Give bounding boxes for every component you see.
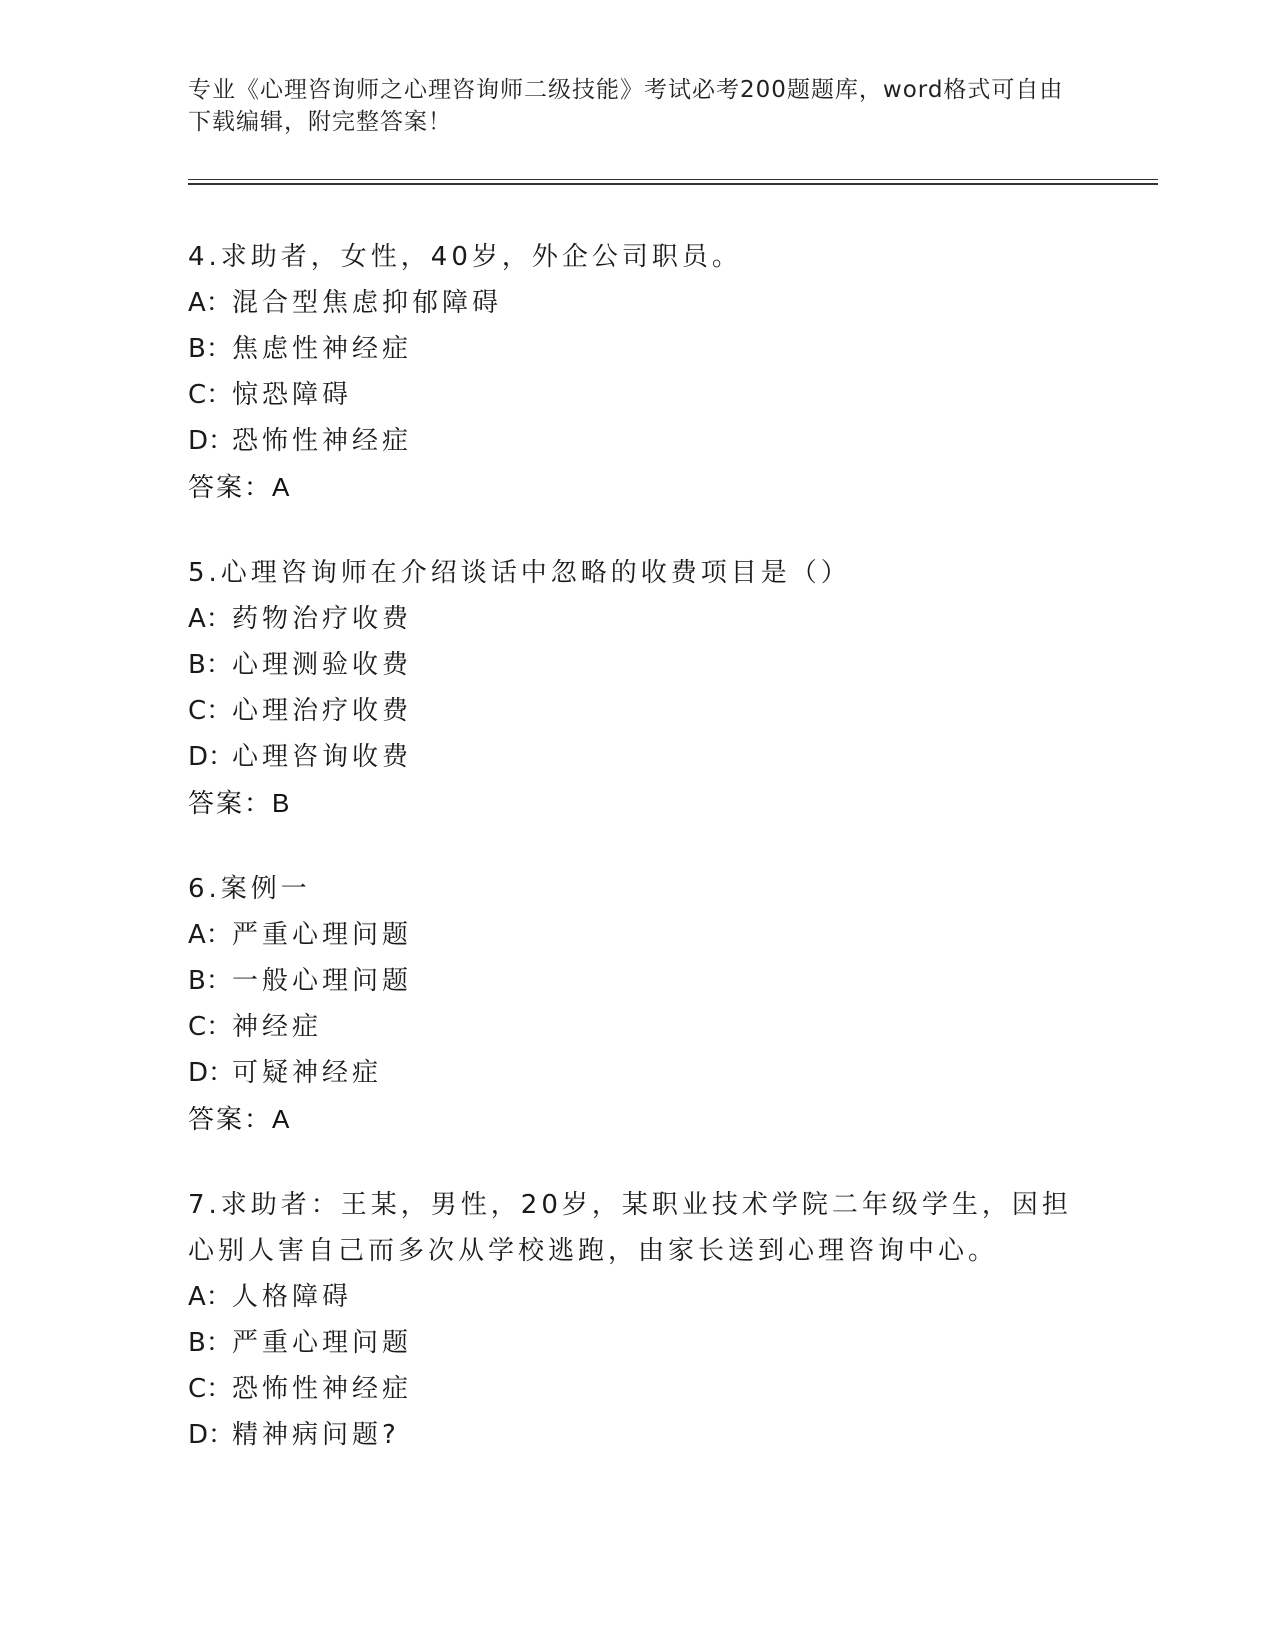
option-c bbox=[188, 372, 1088, 418]
option-b bbox=[188, 958, 1088, 1004]
question-item bbox=[188, 866, 1088, 1142]
header-divider-thin bbox=[188, 179, 1158, 180]
option-text: 精神病问题? bbox=[232, 1420, 400, 1450]
option-text: 混合型焦虑抑郁障碍 bbox=[232, 288, 503, 318]
header-divider-thick bbox=[188, 183, 1158, 185]
option-text: 惊恐障碍 bbox=[232, 380, 353, 410]
option-letter: C： bbox=[188, 696, 233, 726]
option-letter: D： bbox=[188, 1420, 235, 1450]
option-letter: B： bbox=[188, 650, 232, 680]
option-text: 心理治疗收费 bbox=[232, 696, 413, 726]
option-d bbox=[188, 418, 1088, 464]
answer-line: 答案：B bbox=[188, 788, 292, 818]
question-stem: 4.求助者，女性，40岁，外企公司职员。 bbox=[188, 242, 742, 272]
option-letter: A： bbox=[188, 288, 232, 318]
option-text: 人格障碍 bbox=[232, 1282, 353, 1312]
question-stem: 7.求助者：王某，男性，20岁，某职业技术学院二年级学生，因担心别人害自己而多次从学校逃跑，由家长送到心理咨询中心。 bbox=[188, 1190, 1072, 1266]
option-text: 恐怖性神经症 bbox=[232, 1374, 413, 1404]
question-stem: 5.心理咨询师在介绍谈话中忽略的收费项目是（） bbox=[188, 558, 851, 588]
option-b bbox=[188, 326, 1088, 372]
option-letter: A： bbox=[188, 1282, 232, 1312]
option-letter: B： bbox=[188, 1328, 232, 1358]
option-c bbox=[188, 1004, 1088, 1050]
option-letter: C： bbox=[188, 380, 233, 410]
question-item bbox=[188, 1182, 1088, 1458]
option-text: 神经症 bbox=[232, 1012, 323, 1042]
option-a bbox=[188, 280, 1088, 326]
question-list bbox=[188, 234, 1088, 1498]
document-intro: 专业《心理咨询师之心理咨询师二级技能》考试必考200题题库，word格式可自由下载编辑，附完整答案！ bbox=[188, 77, 1064, 135]
option-text: 一般心理问题 bbox=[232, 966, 413, 996]
option-text: 心理咨询收费 bbox=[232, 742, 413, 772]
option-b bbox=[188, 1320, 1088, 1366]
question-item bbox=[188, 550, 1088, 826]
option-d bbox=[188, 734, 1088, 780]
answer-line: 答案：A bbox=[188, 472, 292, 502]
option-a bbox=[188, 912, 1088, 958]
option-text: 严重心理问题 bbox=[232, 920, 413, 950]
option-c bbox=[188, 688, 1088, 734]
option-d bbox=[188, 1050, 1088, 1096]
option-letter: C： bbox=[188, 1012, 233, 1042]
option-text: 药物治疗收费 bbox=[232, 604, 413, 634]
option-a bbox=[188, 596, 1088, 642]
answer-line: 答案：A bbox=[188, 1104, 292, 1134]
option-text: 焦虑性神经症 bbox=[232, 334, 413, 364]
option-letter: D： bbox=[188, 1058, 235, 1088]
option-text: 恐怖性神经症 bbox=[232, 426, 413, 456]
option-letter: D： bbox=[188, 742, 235, 772]
option-d bbox=[188, 1412, 1088, 1458]
option-letter: A： bbox=[188, 604, 232, 634]
option-letter: A： bbox=[188, 920, 232, 950]
option-a bbox=[188, 1274, 1088, 1320]
option-text: 心理测验收费 bbox=[232, 650, 413, 680]
option-b bbox=[188, 642, 1088, 688]
option-letter: D： bbox=[188, 426, 235, 456]
option-letter: B： bbox=[188, 334, 232, 364]
option-c bbox=[188, 1366, 1088, 1412]
option-text: 严重心理问题 bbox=[232, 1328, 413, 1358]
option-letter: C： bbox=[188, 1374, 233, 1404]
option-letter: B： bbox=[188, 966, 232, 996]
option-text: 可疑神经症 bbox=[232, 1058, 383, 1088]
question-item bbox=[188, 234, 1088, 510]
question-stem: 6.案例一 bbox=[188, 874, 311, 904]
